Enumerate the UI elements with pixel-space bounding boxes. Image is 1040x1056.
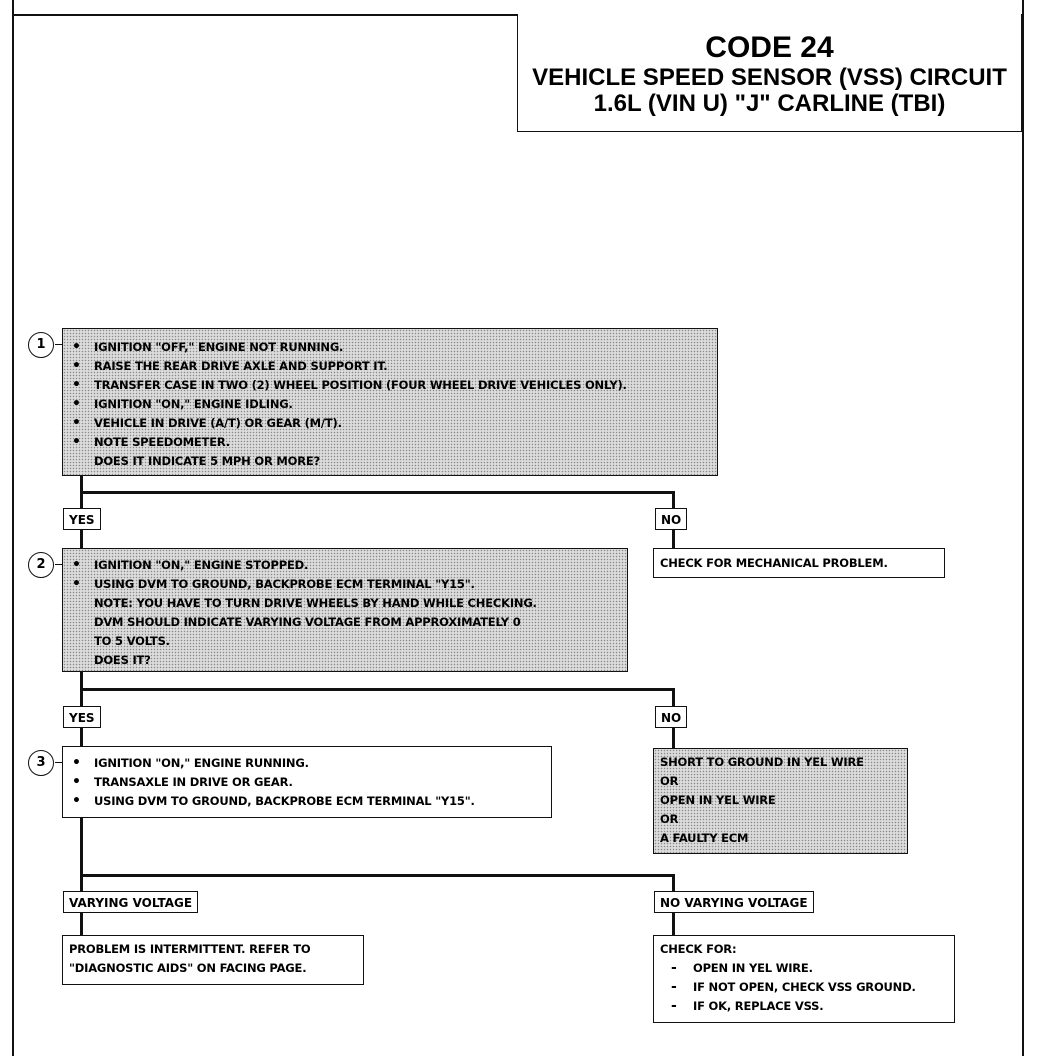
engine-title: 1.6L (VIN U) "J" CARLINE (TBI)	[593, 90, 946, 117]
step-2-item: • USING DVM TO GROUND, BACKPROBE ECM TERMINAL "Y15".	[72, 575, 623, 594]
step-2-marker: 2	[28, 552, 54, 578]
frame-left-border	[12, 0, 14, 1056]
step-2-question: DOES IT?	[94, 653, 151, 667]
step-1-checklist	[63, 338, 711, 452]
connector-no-2	[672, 688, 675, 706]
yes-label-2: YES	[63, 706, 101, 728]
result-line: OPEN IN YEL WIRE	[660, 793, 776, 807]
no-label-2: NO	[655, 706, 687, 728]
step-2-checklist	[63, 556, 623, 594]
frame-right-border	[1022, 0, 1024, 1056]
step-1-item: • VEHICLE IN DRIVE (A/T) OR GEAR (M/T).	[72, 414, 711, 433]
step-1-item: • RAISE THE REAR DRIVE AXLE AND SUPPORT IT.	[72, 357, 711, 376]
connector-no-1-result	[672, 530, 675, 548]
connector-split-1	[80, 491, 675, 494]
check-for-item: - IF NOT OPEN, CHECK VSS GROUND.	[669, 978, 954, 997]
step-2-note-line: TO 5 VOLTS.	[94, 634, 170, 648]
code-title: CODE 24	[705, 31, 834, 64]
check-for-box	[653, 935, 955, 1023]
connector-no-1	[672, 491, 675, 508]
result-line: SHORT TO GROUND IN YEL WIRE	[660, 755, 864, 769]
connector-split-2	[80, 688, 675, 691]
yes-label-1: YES	[63, 508, 101, 530]
check-for-list	[660, 959, 954, 1016]
varying-voltage-label: VARYING VOLTAGE	[63, 891, 198, 913]
step-2-item: • IGNITION "ON," ENGINE STOPPED.	[72, 556, 623, 575]
no-varying-voltage-label: NO VARYING VOLTAGE	[654, 891, 814, 913]
step-3-checklist	[63, 754, 547, 811]
result-line: OR	[660, 774, 679, 788]
step-1-item: • IGNITION "ON," ENGINE IDLING.	[72, 395, 711, 414]
connector-trunk-3	[80, 818, 83, 892]
connector-no-2-result	[672, 728, 675, 748]
mechanical-problem-text: CHECK FOR MECHANICAL PROBLEM.	[660, 556, 888, 570]
intermittent-result-box	[62, 935, 364, 985]
result-line: PROBLEM IS INTERMITTENT. REFER TO	[69, 942, 311, 956]
step-2-note-line: NOTE: YOU HAVE TO TURN DRIVE WHEELS BY HAND WHILE CHECKING.	[94, 596, 537, 610]
check-for-heading: CHECK FOR:	[660, 942, 737, 956]
step-3-item: • USING DVM TO GROUND, BACKPROBE ECM TERMINAL "Y15".	[72, 792, 547, 811]
step-2-box	[62, 548, 628, 672]
connector-no-varying	[672, 874, 675, 891]
connector-yes-2-step-3	[80, 728, 83, 748]
result-line: "DIAGNOSTIC AIDS" ON FACING PAGE.	[69, 961, 307, 975]
connector-yes-1-step-2	[80, 530, 83, 550]
result-line: OR	[660, 812, 679, 826]
step-1-item: • TRANSFER CASE IN TWO (2) WHEEL POSITION (FOUR WHEEL DRIVE VEHICLES ONLY).	[72, 376, 711, 395]
step-3-marker: 3	[28, 750, 54, 776]
step-1-box	[62, 328, 718, 476]
mechanical-problem-box	[653, 548, 945, 578]
title-block	[517, 14, 1022, 132]
short-or-open-result-box	[653, 748, 908, 854]
result-line: A FAULTY ECM	[660, 831, 749, 845]
circuit-title: VEHICLE SPEED SENSOR (VSS) CIRCUIT	[532, 64, 1007, 91]
step-3-item: • TRANSAXLE IN DRIVE OR GEAR.	[72, 773, 547, 792]
no-label-1: NO	[655, 508, 687, 530]
connector-varying-result	[80, 913, 83, 935]
step-3-item: • IGNITION "ON," ENGINE RUNNING.	[72, 754, 547, 773]
step-2-note-line: DVM SHOULD INDICATE VARYING VOLTAGE FROM APPROXIMATELY 0	[94, 615, 521, 629]
step-1-question: DOES IT INDICATE 5 MPH OR MORE?	[94, 454, 321, 468]
check-for-item: - IF OK, REPLACE VSS.	[669, 997, 954, 1016]
step-1-item: • IGNITION "OFF," ENGINE NOT RUNNING.	[72, 338, 711, 357]
step-1-item: • NOTE SPEEDOMETER.	[72, 433, 711, 452]
step-1-marker: 1	[28, 332, 54, 358]
step-3-box	[62, 746, 552, 818]
check-for-item: - OPEN IN YEL WIRE.	[669, 959, 954, 978]
connector-no-varying-result	[672, 913, 675, 935]
connector-split-3	[80, 874, 675, 877]
